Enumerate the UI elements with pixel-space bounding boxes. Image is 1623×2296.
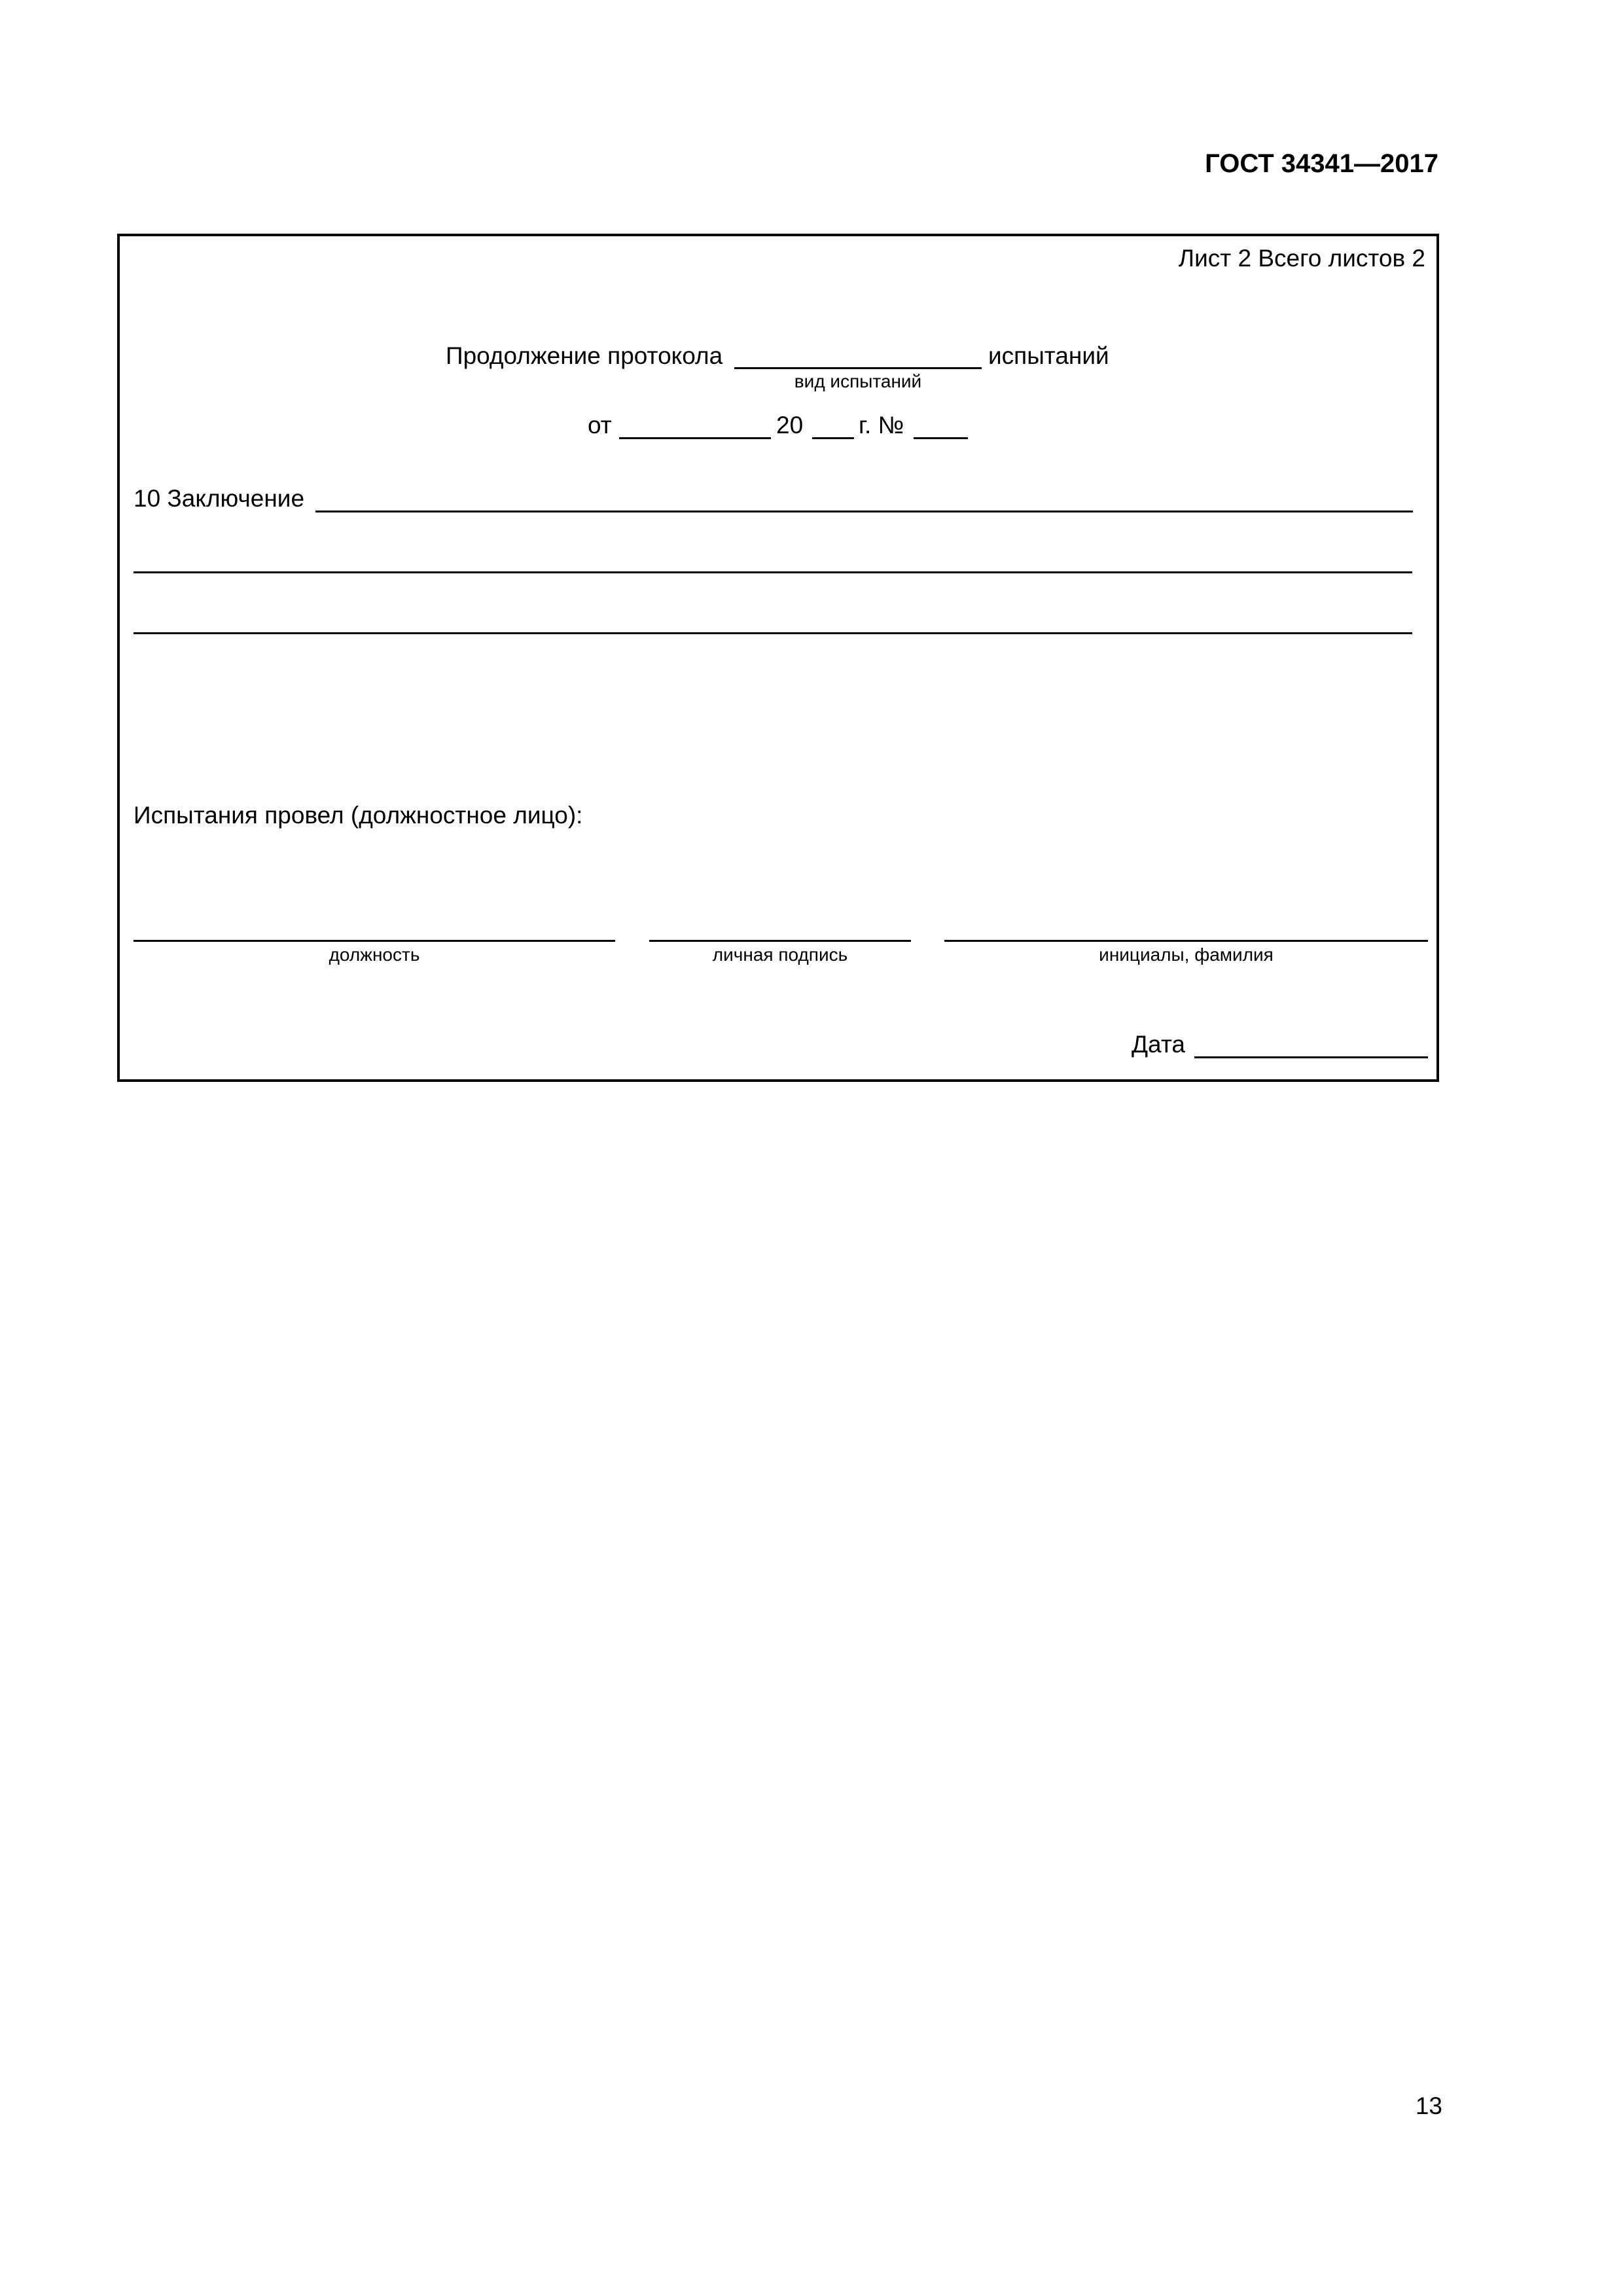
name-field-line: [944, 940, 1428, 942]
conclusion-label: 10 Заключение: [134, 485, 305, 512]
year-field-line: [812, 437, 854, 439]
conclusion-line-2: [134, 571, 1412, 573]
year-suffix-number-label: г. №: [859, 412, 904, 439]
page-number: 13: [1415, 2092, 1442, 2119]
conclusion-line-3: [134, 632, 1412, 634]
date-field-line: [619, 437, 771, 439]
name-caption: инициалы, фамилия: [1099, 944, 1274, 965]
continuation-prefix: Продолжение протокола: [446, 342, 723, 369]
signature-caption: личная подпись: [712, 944, 848, 965]
sheet-info: Лист 2 Всего листов 2: [1178, 245, 1425, 272]
standard-designation: ГОСТ 34341—2017: [1205, 149, 1438, 178]
year-prefix: 20: [776, 412, 804, 439]
position-field-line: [134, 940, 615, 942]
conclusion-line-1: [315, 511, 1413, 512]
conducted-by-label: Испытания провел (должностное лицо):: [134, 802, 583, 829]
date-signature-line: [1194, 1056, 1428, 1058]
signature-field-line: [649, 940, 911, 942]
test-type-field-line: [734, 367, 982, 369]
test-type-caption: вид испытаний: [794, 371, 922, 391]
date-from-label: от: [588, 412, 612, 439]
position-caption: должность: [329, 944, 420, 965]
continuation-suffix: испытаний: [988, 342, 1109, 369]
date-label: Дата: [1132, 1031, 1185, 1058]
number-field-line: [914, 437, 968, 439]
